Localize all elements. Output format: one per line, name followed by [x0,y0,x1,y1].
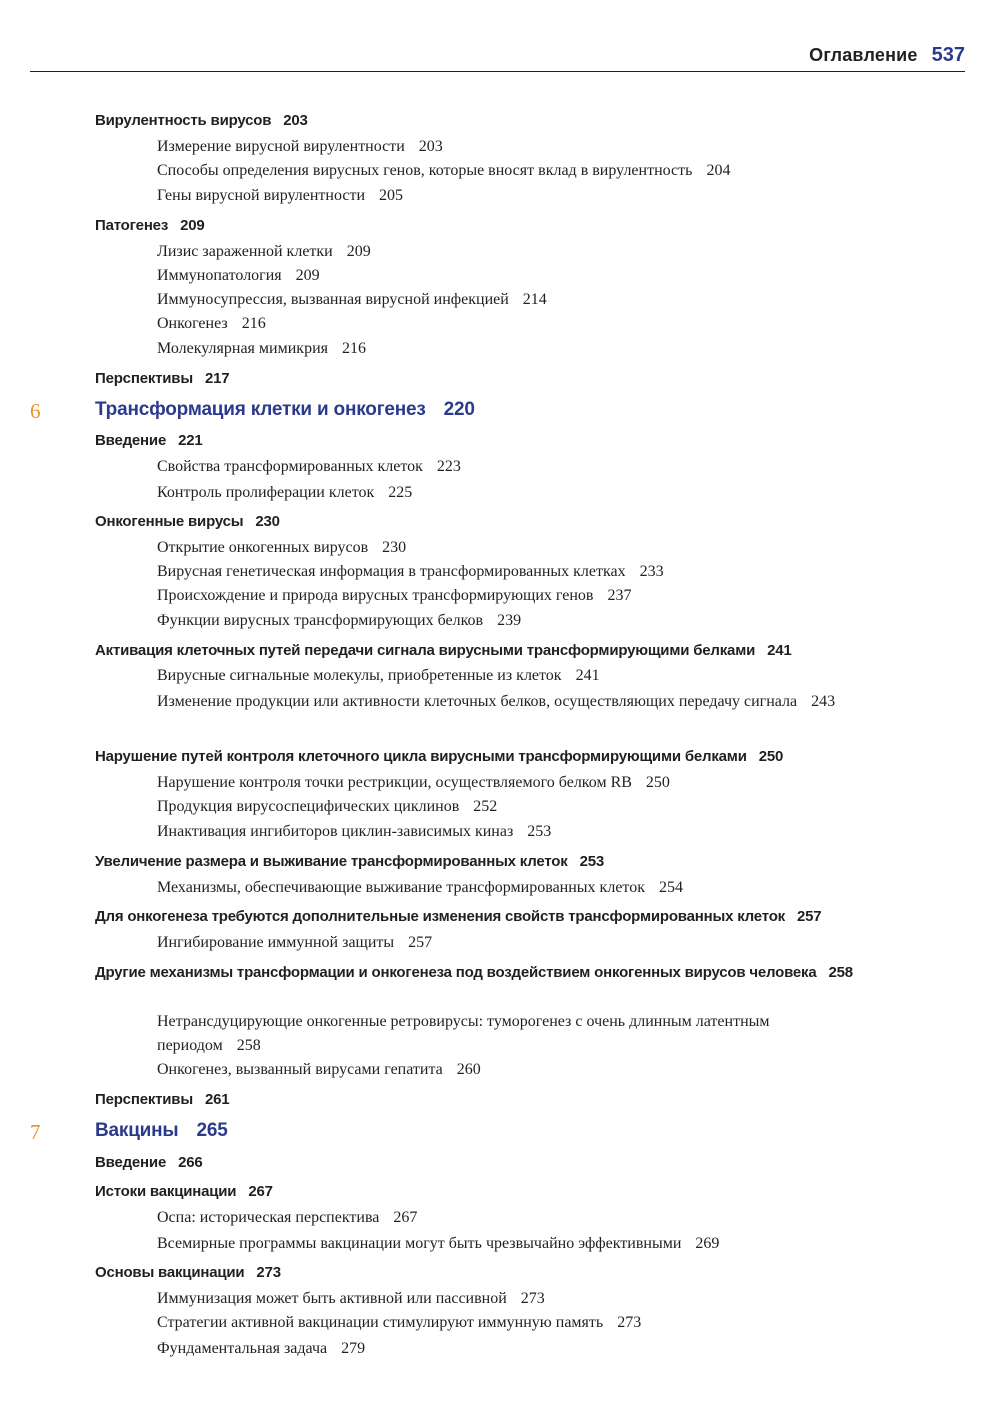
toc-subsection-title: Функции вирусных трансформирующих белков [157,612,484,629]
running-header [30,44,965,72]
toc-subsection[interactable] [157,587,631,605]
toc-subsection-title: Измерение вирусной вирулентности [157,138,405,155]
toc-subsection-title: Нарушение контроля точки рестрикции, осуществляемого белком RB [157,774,632,791]
toc-page-number: 241 [575,667,600,684]
toc-page-number: 252 [473,798,498,815]
toc-page-number: 261 [204,1091,230,1108]
toc-section[interactable] [95,642,792,659]
toc-section-title: Для онкогенеза требуются дополнительные изменения свойств трансформированных клеток [95,908,785,925]
chapter-title-line [95,1120,228,1142]
toc-subsection-title: Молекулярная мимикрия [157,340,328,357]
toc-page-number: 209 [295,267,320,284]
toc-page-number: 203 [418,138,443,155]
toc-section[interactable] [95,1154,203,1171]
toc-page-number: 254 [658,879,683,896]
toc-subsection[interactable] [157,539,406,557]
toc-page-number: 214 [522,291,547,308]
toc-page-number: 216 [341,340,366,357]
toc-page-number: 243 [811,693,836,710]
toc-section-title: Введение [95,432,167,449]
toc-subsection-title: Оспа: историческая перспектива [157,1209,380,1226]
toc-subsection[interactable] [157,1340,365,1358]
toc-subsection-title: Открытие онкогенных вирусов [157,539,369,556]
toc-page-number: 239 [497,612,522,629]
toc-section-title: Основы вакцинации [95,1264,245,1281]
toc-page-number: 269 [695,1235,720,1252]
toc-subsection-title: Способы определения вирусных генов, которые вносят вклад в вирулентность [157,162,693,179]
toc-section-title: Перспективы [95,1091,193,1108]
toc-subsection-title: Вирусные сигнальные молекулы, приобретенные из клеток [157,667,562,684]
toc-subsection-title: Иммуносупрессия, вызванная вирусной инфекцией [157,291,509,308]
toc-section[interactable] [95,370,229,387]
toc-subsection[interactable] [157,774,670,792]
toc-section[interactable] [95,748,783,765]
toc-section-title: Нарушение путей контроля клеточного цикла вирусными трансформирующими белками [95,748,747,765]
toc-subsection-title: Инактивация ингибиторов циклин-зависимых киназ [157,823,514,840]
toc-page-number: 237 [607,587,632,604]
toc-section-title: Истоки вакцинации [95,1183,237,1200]
toc-subsection[interactable] [157,879,683,897]
toc-subsection-title: Гены вирусной вирулентности [157,187,366,204]
toc-page-number: 260 [456,1061,481,1078]
toc-page-number: 267 [393,1209,418,1226]
chapter-title-line [95,399,475,421]
toc-subsection-title: Иммунизация может быть активной или пассивной [157,1290,507,1307]
toc-page-number: 253 [527,823,552,840]
chapter-page-number: 220 [443,399,475,420]
toc-section-title: Онкогенные вирусы [95,513,244,530]
toc-page-number: 230 [255,513,280,530]
toc-page-number: 233 [639,563,664,580]
toc-page-number: 205 [379,187,404,204]
toc-page-number: 257 [408,934,433,951]
toc-page-number: 273 [520,1290,545,1307]
toc-subsection[interactable] [157,484,412,502]
toc-section-title: Вирулентность вирусов [95,112,272,129]
toc-page-number: 279 [341,1340,366,1357]
toc-subsection-title: Всемирные программы вакцинации могут быть чрезвычайно эффективными [157,1235,682,1252]
toc-section[interactable] [95,1264,281,1281]
toc-page-number: 253 [579,853,605,870]
toc-page-number: 204 [706,162,731,179]
toc-page-number: 223 [436,458,461,475]
chapter-title: Вакцины [95,1120,179,1141]
toc-section[interactable] [95,217,205,234]
toc-subsection[interactable] [157,1235,719,1253]
header-page-number: 537 [931,44,965,66]
toc-page-number: 273 [256,1264,281,1281]
toc-page-number: 221 [178,432,203,449]
toc-subsection-title: Изменение продукции или активности клеточных белков, осуществляющих передачу сигнала [157,693,798,710]
toc-section[interactable] [95,432,203,449]
toc-subsection-title: Стратегии активной вакцинации стимулируют иммунную память [157,1314,604,1331]
toc-subsection[interactable] [157,315,266,333]
toc-page-number: 266 [178,1154,203,1171]
toc-subsection-title: Вирусная генетическая информация в трансформированных клетках [157,563,626,580]
toc-page-number: 267 [248,1183,273,1200]
toc-subsection[interactable] [157,162,730,180]
chapter-title: Трансформация клетки и онкогенез [95,399,426,420]
chapter-number: 7 [30,1120,41,1144]
toc-subsection[interactable] [157,1061,481,1079]
toc-page-number: 225 [388,484,413,501]
chapter-number: 6 [30,399,41,423]
toc-subsection[interactable] [157,291,547,309]
toc-page-number: 216 [241,315,266,332]
toc-subsection[interactable] [157,243,371,261]
toc-section[interactable] [95,513,280,530]
toc-subsection[interactable] [157,458,461,476]
toc-section-title: Введение [95,1154,167,1171]
toc-page-number: 217 [204,370,230,387]
toc-subsection-title: Нетрансдуцирующие онкогенные ретровирусы: туморогенез с очень длинным латентным периодом [157,1013,770,1054]
toc-subsection-title: Свойства трансформированных клеток [157,458,423,475]
toc-subsection[interactable] [157,690,857,714]
toc-page-number: 209 [180,217,205,234]
toc-subsection[interactable] [157,667,600,685]
toc-page-number: 258 [236,1037,261,1054]
toc-section[interactable] [95,1091,229,1108]
toc-subsection-title: Продукция вирусоспецифических циклинов [157,798,460,815]
toc-page-number: 250 [758,748,784,765]
toc-subsection-title: Контроль пролиферации клеток [157,484,375,501]
toc-subsection-title: Механизмы, обеспечивающие выживание трансформированных клеток [157,879,645,896]
toc-section-title: Патогенез [95,217,169,234]
toc-subsection[interactable] [157,138,443,156]
toc-page-number: 250 [645,774,670,791]
toc-page-number: 230 [382,539,407,556]
toc-section-title: Другие механизмы трансформации и онкогенеза под воздействием онкогенных вирусов человека [95,964,817,981]
toc-page-number: 257 [796,908,822,925]
toc-subsection-title: Онкогенез [157,315,228,332]
toc-section[interactable] [95,1183,273,1200]
toc-section[interactable] [95,908,821,925]
toc-page-number: 258 [828,964,853,981]
toc-subsection-title: Онкогенез, вызванный вирусами гепатита [157,1061,443,1078]
toc-subsection-title: Ингибирование иммунной защиты [157,934,395,951]
toc-page-number: 273 [617,1314,642,1331]
toc-section[interactable] [95,962,855,984]
toc-subsection[interactable] [157,1314,641,1332]
toc-section[interactable] [95,112,308,129]
toc-subsection-title: Лизис зараженной клетки [157,243,333,260]
toc-section-title: Увеличение размера и выживание трансформированных клеток [95,853,568,870]
toc-subsection[interactable] [157,612,521,630]
toc-subsection[interactable] [157,1209,417,1227]
toc-subsection[interactable] [157,340,366,358]
toc-subsection-title: Иммунопатология [157,267,282,284]
toc-subsection[interactable] [157,1010,857,1058]
toc-page-number: 203 [283,112,308,129]
toc-subsection[interactable] [157,187,403,205]
toc-section-title: Активация клеточных путей передачи сигнала вирусными трансформирующими белками [95,642,756,659]
toc-page-number: 241 [767,642,792,659]
toc-subsection-title: Происхождение и природа вирусных трансформирующих генов [157,587,594,604]
toc-subsection[interactable] [157,563,664,581]
toc-subsection-title: Фундаментальная задача [157,1340,328,1357]
header-title: Оглавление [809,45,918,65]
toc-subsection[interactable] [157,798,497,816]
toc-subsection[interactable] [157,1290,545,1308]
toc-subsection[interactable] [157,823,551,841]
toc-section[interactable] [95,853,604,870]
toc-section-title: Перспективы [95,370,193,387]
toc-page-number: 209 [346,243,371,260]
toc-subsection[interactable] [157,267,320,285]
chapter-page-number: 265 [196,1120,228,1141]
toc-subsection[interactable] [157,934,432,952]
